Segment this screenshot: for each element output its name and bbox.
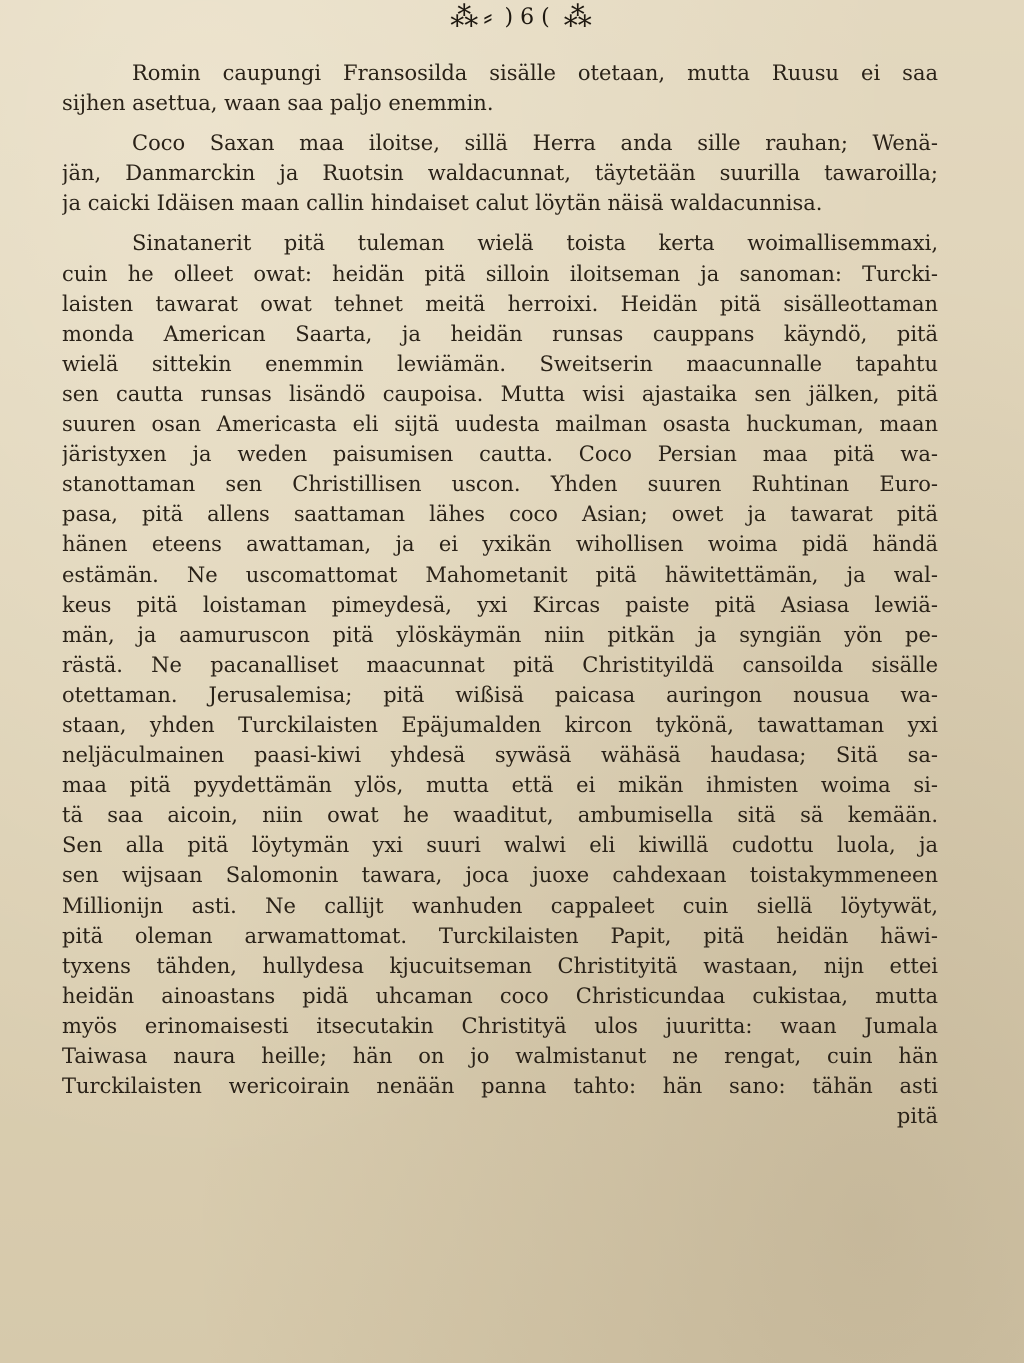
text-line: pitä oleman arwamattomat. Turckilaisten Papit, pitä heidän häwi- — [62, 923, 938, 948]
text-line: tä saa aicoin, niin owat he waaditut, ambumisella sitä sä kemään. — [62, 803, 938, 828]
text-line: Sinatanerit pitä tuleman wielä toista kerta woimallisemmaxi, — [132, 231, 938, 256]
text-line: wielä sittekin enemmin lewiämän. Sweitserin maacunnalle tapahtu — [62, 351, 938, 376]
text-line: Taiwasa naura heille; hän on jo walmistanut ne rengat, cuin hän — [62, 1044, 938, 1068]
text-line: myös erinomaisesti itsecutakin Christityä ulos juuritta: waan Jumala — [62, 1013, 938, 1038]
text-line: otettaman. Jerusalemisa; pitä wißisä paicasa auringon nousua wa- — [62, 682, 938, 707]
text-line: pasa, pitä allens saattaman lähes coco Asian; owet ja tawarat pitä — [62, 502, 938, 527]
text-line: sijhen asettua, waan saa paljo enemmin. — [62, 91, 494, 116]
ornament-left: ⁂ ⸗ — [450, 0, 491, 33]
text-line: neljäculmainen paasi-kiwi yhdesä sywäsä wähäsä haudasa; Sitä sa- — [62, 743, 938, 768]
text-line: stanottaman sen Christillisen uscon. Yhden suuren Ruhtinan Euro- — [62, 472, 938, 497]
text-line: heidän ainoastans pidä uhcaman coco Christicundaa cukistaa, mutta — [62, 983, 938, 1008]
page-number: ) 6 ( — [504, 4, 550, 30]
page-header — [340, 0, 700, 34]
ornament-right: ⁂ — [563, 0, 590, 33]
text-line: monda American Saarta, ja heidän runsas cauppans käyndö, pitä — [62, 321, 938, 346]
text-line: ja caicki Idäisen maan callin hindaiset calut löytän näisä waldacunnisa. — [62, 191, 823, 216]
text-line: keus pitä loistaman pimeydesä, yxi Kircas paiste pitä Asiasa lewiä- — [62, 592, 938, 617]
text-line: tyxens tähden, hullydesa kjucuitseman Christityitä wastaan, nijn ettei — [62, 953, 938, 978]
text-line: män, ja aamuruscon pitä ylöskäymän niin pitkän ja syngiän yön pe- — [62, 622, 938, 647]
text-line: cuin he olleet owat: heidän pitä silloin iloitseman ja sanoman: Turcki- — [62, 261, 938, 286]
body-text — [62, 58, 938, 1131]
text-line: Romin caupungi Fransosilda sisälle otetaan, mutta Ruusu ei saa — [132, 61, 938, 85]
text-line: maa pitä pyydettämän ylös, mutta että ei mikän ihmisten woima si- — [62, 773, 938, 798]
text-line: staan, yhden Turckilaisten Epäjumalden kircon tykönä, tawattaman yxi — [62, 712, 938, 737]
text-line: jän, Danmarckin ja Ruotsin waldacunnat, täytetään suurilla tawaroilla; — [62, 161, 938, 186]
text-line: järistyxen ja weden paisumisen cautta. Coco Persian maa pitä wa- — [62, 442, 938, 467]
text-line: sen cautta runsas lisändö caupoisa. Mutta wisi ajastaika sen jälken, pitä — [62, 381, 938, 406]
text-line: estämän. Ne uscomattomat Mahometanit pitä häwitettämän, ja wal- — [62, 562, 938, 587]
text-line: suuren osan Americasta eli sijtä uudesta mailman osasta huckuman, maan — [62, 412, 938, 437]
text-line: hänen eteens awattaman, ja ei yxikän wihollisen woima pidä händä — [62, 532, 938, 557]
catchword: pitä — [896, 1104, 938, 1129]
text-line: laisten tawarat owat tehnet meitä herroixi. Heidän pitä sisälleottaman — [62, 291, 938, 316]
text-line: sen wijsaan Salomonin tawara, joca juoxe cahdexaan toistakymmeneen — [62, 863, 938, 888]
text-line: Coco Saxan maa iloitse, sillä Herra anda sille rauhan; Wenä- — [132, 131, 938, 156]
text-line: Turckilaisten wericoirain nenään panna tahto: hän sano: tähän asti — [62, 1074, 938, 1099]
text-line: rästä. Ne pacanalliset maacunnat pitä Christityildä cansoilda sisälle — [62, 652, 938, 677]
text-line: Sen alla pitä löytymän yxi suuri walwi eli kiwillä cudottu luola, ja — [62, 833, 938, 858]
text-line: Millionijn asti. Ne callijt wanhuden cappaleet cuin siellä löytywät, — [62, 893, 938, 918]
